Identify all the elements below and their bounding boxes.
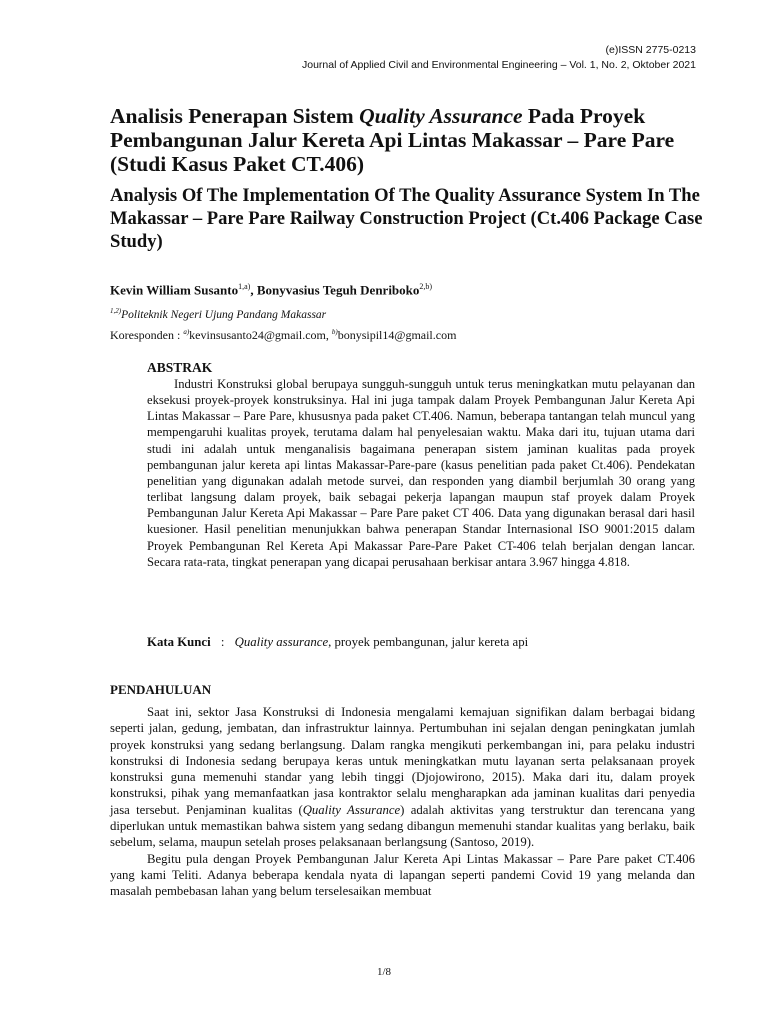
paper-title [110,104,710,176]
affiliation-marker: 1,2) [110,307,122,315]
abstract-text [147,376,695,570]
email-b: bonysipil14@gmail.com [337,328,457,342]
journal-header [302,43,696,73]
email-b-marker: b) [331,328,338,336]
paper-subtitle: Analysis Of The Implementation Of The Quality Assurance System In The Makassar – Pare Pare Railway Construction Project (Ct.406 Package Case Study) [110,185,703,252]
email-a: kevinsusanto24@gmail.com, [189,328,332,342]
keywords-label: Kata Kunci [147,635,211,649]
section-heading-introduction: PENDAHULUAN [110,682,212,697]
intro-p1-italic: Quality Assurance [302,802,401,817]
page-number: 1/8 [376,966,392,978]
author-2-marker: 2,b) [419,282,433,291]
correspondence [110,328,456,343]
intro-p1-b: ) adalah aktivitas yang terstruktur dan terencana yang diperlukan untuk memastikan bahwa sistem yang sedang dibangun memenuhi standar kualitas yang berlaku, baik sebelum, selama, maupun setelah proses pelaksanaan berlangsung (Santoso, 2019). [110,802,695,850]
email-a-marker: a) [183,328,190,336]
correspondence-label: Koresponden : [110,328,184,342]
author-2: Bonyvasius Teguh Denriboko [256,282,420,298]
abstract-body: Industri Konstruksi global berupaya sungguh-sungguh untuk terus meningkatkan mutu pelayanan dan eksekusi proyek-proyek konstruksinya. Hal ini juga tampak dalam Proyek Pembangunan Jalur Kereta Api Lintas Makassar – Pare Pare, khususnya pada paket CT.406. Namun, beberapa tantangan telah muncul yang mempengaruhi kualitas proyek, terutama dalam hal penyelesaian waktu. Maka dari itu, tujuan utama dari studi ini adalah untuk menganalisis bagaimana penerapan sistem jaminan kualitas pada proyek pembangunan jalur kereta api lintas Makassar-Pare-pare (kasus penelitian pada paket Ct.406). Pendekatan penelitian yang digunakan adalah metode survei, dan responden yang diambil berjumlah 30 orang yang terlibat langsung dalam proyek, baik sebagai pekerja lapangan maupun staf proyek dalam Proyek Pembangunan Jalur Kereta Api Makassar – Pare Pare paket CT 406. Data yang digunakan berasal dari hasil kuesioner. Hasil penelitian menunjukkan bahwa penerapan Standar Internasional ISO 9001:2015 dalam Proyek Pembangunan Rel Kereta Api Makassar Pare-Pare Paket CT-406 telah berjalan dengan lancar. Secara rata-rata, tingkat penerapan yang dicapai perusahaan berkisar antara 3.967 hingga 4.818. [147,377,695,569]
keywords [147,635,528,650]
author-list [110,282,432,298]
title-part-1: Analisis Penerapan Sistem [110,104,360,128]
keyword-italic: Quality assurance [234,635,329,649]
intro-paragraph-1 [110,704,695,851]
author-1: Kevin William Susanto [110,282,239,298]
author-1-marker: 1,a) [238,282,251,291]
abstract-heading: ABSTRAK [147,360,213,375]
introduction-body [110,704,695,900]
title-part-2: Pada Proyek Pembangunan Jalur Kereta Api Lintas Makassar – Pare Pare (Studi Kasus Paket CT.406) [110,104,675,176]
author-separator: , [250,282,257,298]
journal-line: Journal of Applied Civil and Environmental Engineering – Vol. 1, No. 2, Oktober 2021 [302,59,696,71]
intro-p1-a: Saat ini, sektor Jasa Konstruksi di Indonesia mengalami kemajuan signifikan dalam berbagai bidang seperti jalan, gedung, jembatan, dan infrastruktur lainnya. Pertumbuhan ini sejalan dengan peningkatan jumlah proyek konstruksi yang sedang berlangsung. Dalam rangka mengikuti perkembangan ini, para pelaku industri konstruksi di Indonesia sedang berupaya keras untuk meningkatkan mutu layanan serta pelaksanaan proyek konstruksi guna memenuhi standar yang lebih tinggi (Djojowirono, 2015). Maka dari itu, dalam proyek konstruksi, pihak yang memanfaatkan jasa kontraktor selalu mengharapkan ada jaminan kualitas dari penyedia jasa tersebut. Penjaminan kualitas ( [110,705,695,817]
issn-line: (e)ISSN 2775-0213 [605,44,696,56]
title-italic: Quality Assurance [359,104,523,128]
intro-paragraph-2: Begitu pula dengan Proyek Pembangunan Jalur Kereta Api Lintas Makassar – Pare Pare paket CT.406 yang kami Teliti. Adanya beberapa kendala nyata di lapangan seperti pandemi Covid 19 yang melanda dan masalah pembebasan lahan yang belum terselesaikan membuat [110,851,695,899]
keywords-colon: : [220,635,225,649]
affiliation-text: Politeknik Negeri Ujung Pandang Makassar [121,308,327,321]
affiliation [110,307,326,321]
keywords-rest: , proyek pembangunan, jalur kereta api [328,635,529,649]
